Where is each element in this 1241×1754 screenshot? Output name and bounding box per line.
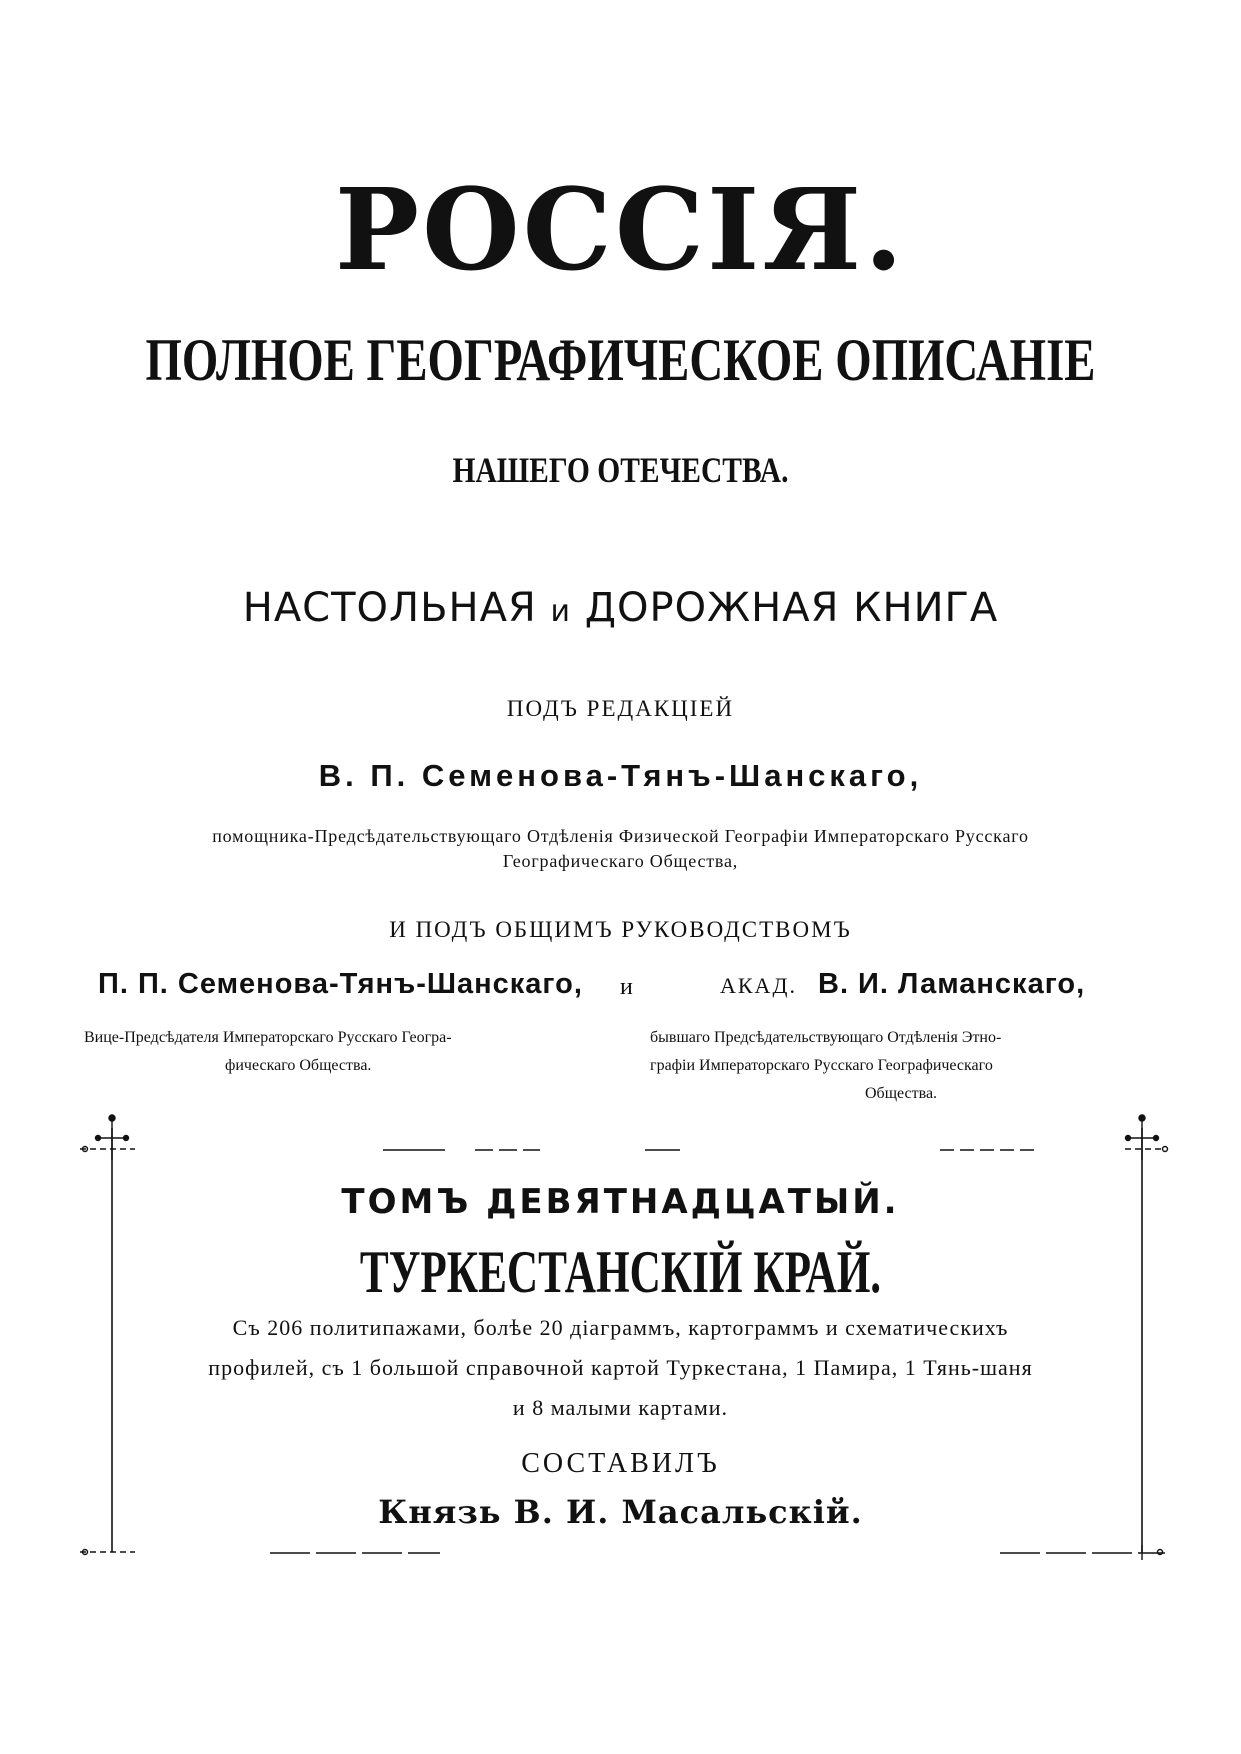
book-type-conjunction: и [550,594,571,629]
guide-2-role-line-3: Общества. [865,1085,938,1102]
guide-1-role-line-1: Вице-Предсѣдателя Императорскаго Русскаго Геогра- [84,1029,452,1046]
book-title: РОССІЯ. [334,165,907,296]
description-line-3: и 8 малыми картами. [512,1395,729,1420]
subtitle-line-1: ПОЛНОЕ ГЕОГРАФИЧЕСКОЕ ОПИСАНІЕ [145,327,1096,393]
right-cross-ornament [1126,1115,1168,1160]
compiler-label: СОСТАВИЛЪ [521,1448,720,1479]
editor-label: ПОДЪ РЕДАКЦІЕЙ [506,696,735,721]
left-cross-ornament [83,1115,129,1160]
description-line-1: Съ 206 политипажами, болѣе 20 діаграммъ, картограммъ и схематическихъ [232,1315,1009,1340]
editor-role-line-2: Географическаго Общества, [502,851,739,871]
volume-title: ТУРКЕСТАНСКІЙ КРАЙ. [359,1239,882,1305]
guide-1-name: П. П. Семенова-Тянъ-Шанскаго, [98,968,583,1000]
compiler-name: Князь В. И. Масальскій. [378,1493,863,1531]
guide-2-name: В. И. Ламанскаго, [818,968,1086,1000]
guide-2-title: АКАД. [720,973,797,998]
guide-1-role-line-2: фическаго Общества. [225,1057,372,1074]
editor-role-line-1: помощника-Предсѣдательствующаго Отдѣленія Физической Географіи Императорскаго Русскаго [212,826,1029,846]
book-type-word-2: ДОРОЖНАЯ [584,585,840,631]
volume-number: ТОМЪ ДЕВЯТНАДЦАТЫЙ. [341,1182,900,1222]
guide-2-role-line-2: графіи Императорскаго Русскаго Географическаго [650,1057,993,1074]
description-line-2: профилей, съ 1 большой справочной картой Туркестана, 1 Памира, 1 Тянь-шаня [208,1355,1033,1380]
guidance-label: И ПОДЪ ОБЩИМЪ РУКОВОДСТВОМЪ [389,917,852,942]
book-type-word-1: НАСТОЛЬНАЯ [242,585,537,631]
and-word: и [620,974,633,1000]
book-type-word-3: КНИГА [853,585,999,631]
guide-2-role-line-1: бывшаго Предсѣдательствующаго Отдѣленія Этно- [650,1029,1002,1046]
editor-name: В. П. Семенова-Тянъ-Шанскаго, [318,758,923,793]
subtitle-line-2: НАШЕГО ОТЕЧЕСТВА. [452,450,789,490]
